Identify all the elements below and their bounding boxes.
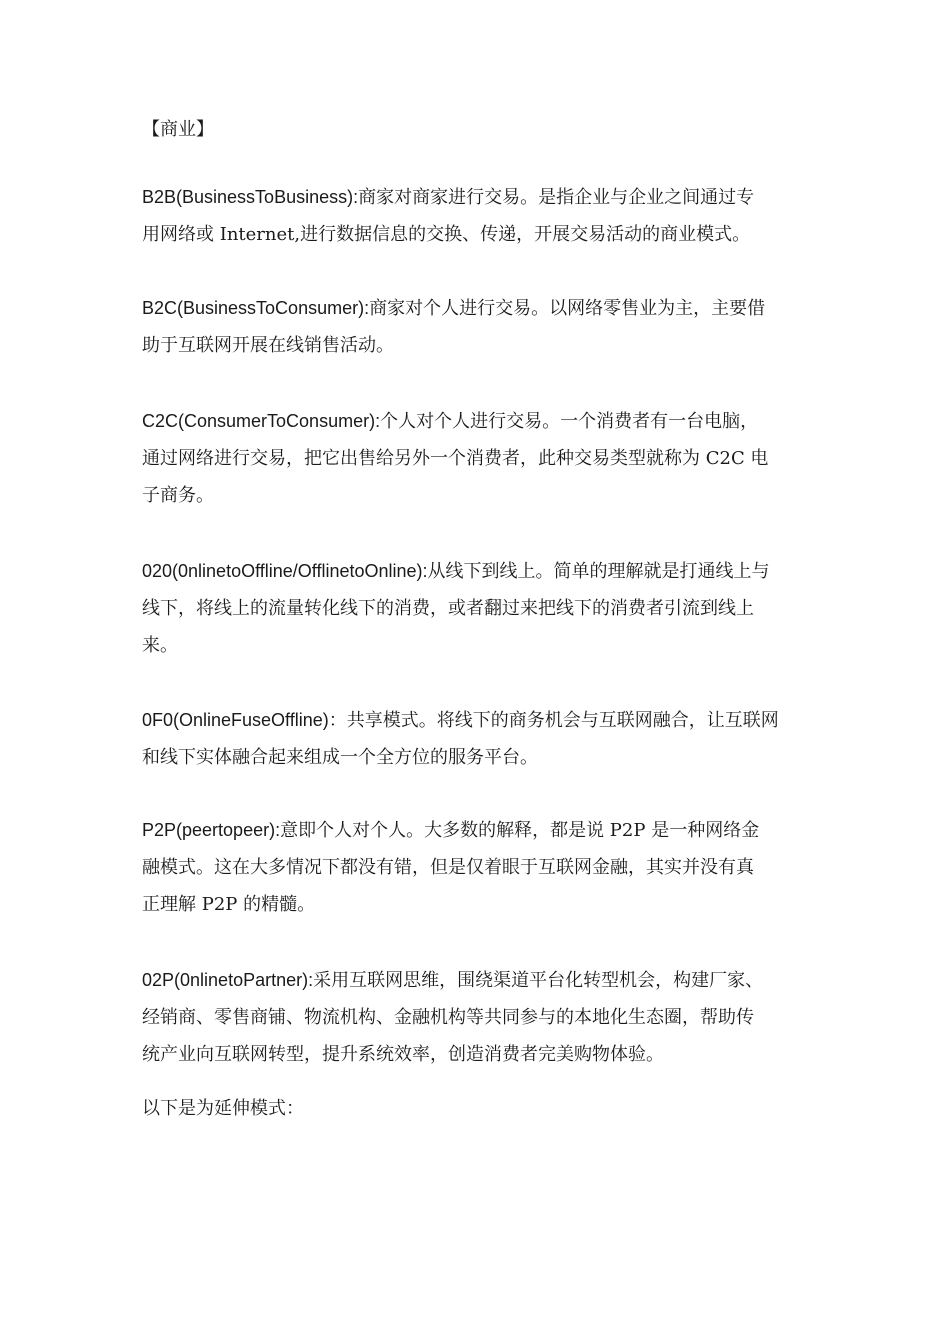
entry-line: 线下，将线上的流量转化线下的消费，或者翻过来把线下的消费者引流到线上 (142, 598, 754, 619)
entry-line: 正理解 P2P 的精髓。 (142, 894, 316, 915)
entry-line (142, 812, 812, 849)
entry-b2b (142, 179, 812, 253)
entry-line: 助于互联网开展在线销售活动。 (142, 335, 394, 356)
entry-line (142, 290, 812, 327)
section-heading: 【商业】 (142, 119, 214, 140)
entry-ofo (142, 702, 812, 776)
entry-text: 商家对商家进行交易。是指企业与企业之间通过专 (358, 187, 755, 208)
entry-b2c (142, 290, 812, 364)
entry-line: 来。 (142, 635, 178, 656)
entry-term: 02P(0nlinetoPartner): (142, 970, 314, 990)
entry-line (142, 179, 812, 216)
entry-term: B2B(BusinessToBusiness): (142, 187, 359, 207)
entry-line: 经销商、零售商铺、物流机构、金融机构等共同参与的本地化生态圈，帮助传 (142, 1007, 754, 1028)
entry-text: 个人对个人进行交易。一个消费者有一台电脑， (380, 411, 759, 432)
entry-o2p (142, 962, 812, 1073)
entry-line (142, 702, 812, 739)
entry-c2c (142, 403, 812, 514)
entry-line: 融模式。这在大多情况下都没有错，但是仅着眼于互联网金融，其实并没有真 (142, 857, 754, 878)
entry-term: 0F0(OnlineFuseOffline)： (142, 710, 347, 730)
entry-term: B2C(BusinessToConsumer): (142, 298, 370, 318)
entry-line: 统产业向互联网转型，提升系统效率，创造消费者完美购物体验。 (142, 1044, 664, 1065)
entry-text: 采用互联网思维，围绕渠道平台化转型机会，构建厂家、 (313, 970, 764, 991)
closing-line: 以下是为延伸模式： (142, 1098, 304, 1119)
entry-line (142, 403, 812, 440)
entry-term: 020(0nlinetoOffline/OfflinetoOnline): (142, 561, 428, 581)
entry-line (142, 962, 812, 999)
entry-text: 商家对个人进行交易。以网络零售业为主，主要借 (369, 298, 766, 319)
entry-term: C2C(ConsumerToConsumer): (142, 411, 381, 431)
entry-line: 和线下实体融合起来组成一个全方位的服务平台。 (142, 747, 538, 768)
entry-text: 从线下到线上。简单的理解就是打通线上与 (427, 561, 770, 582)
entry-text: 意即个人对个人。大多数的解释，都是说 P2P 是一种网络金 (280, 820, 760, 841)
entry-line: 子商务。 (142, 485, 214, 506)
entry-line (142, 553, 812, 590)
entry-line: 通过网络进行交易，把它出售给另外一个消费者，此种交易类型就称为 C2C 电 (142, 448, 769, 469)
entry-p2p (142, 812, 812, 923)
entry-o2o (142, 553, 812, 664)
entry-line: 用网络或 Internet,进行数据信息的交换、传递，开展交易活动的商业模式。 (142, 224, 751, 245)
entry-term: P2P(peertopeer): (142, 820, 281, 840)
entry-text: 共享模式。将线下的商务机会与互联网融合，让互联网 (346, 710, 779, 731)
